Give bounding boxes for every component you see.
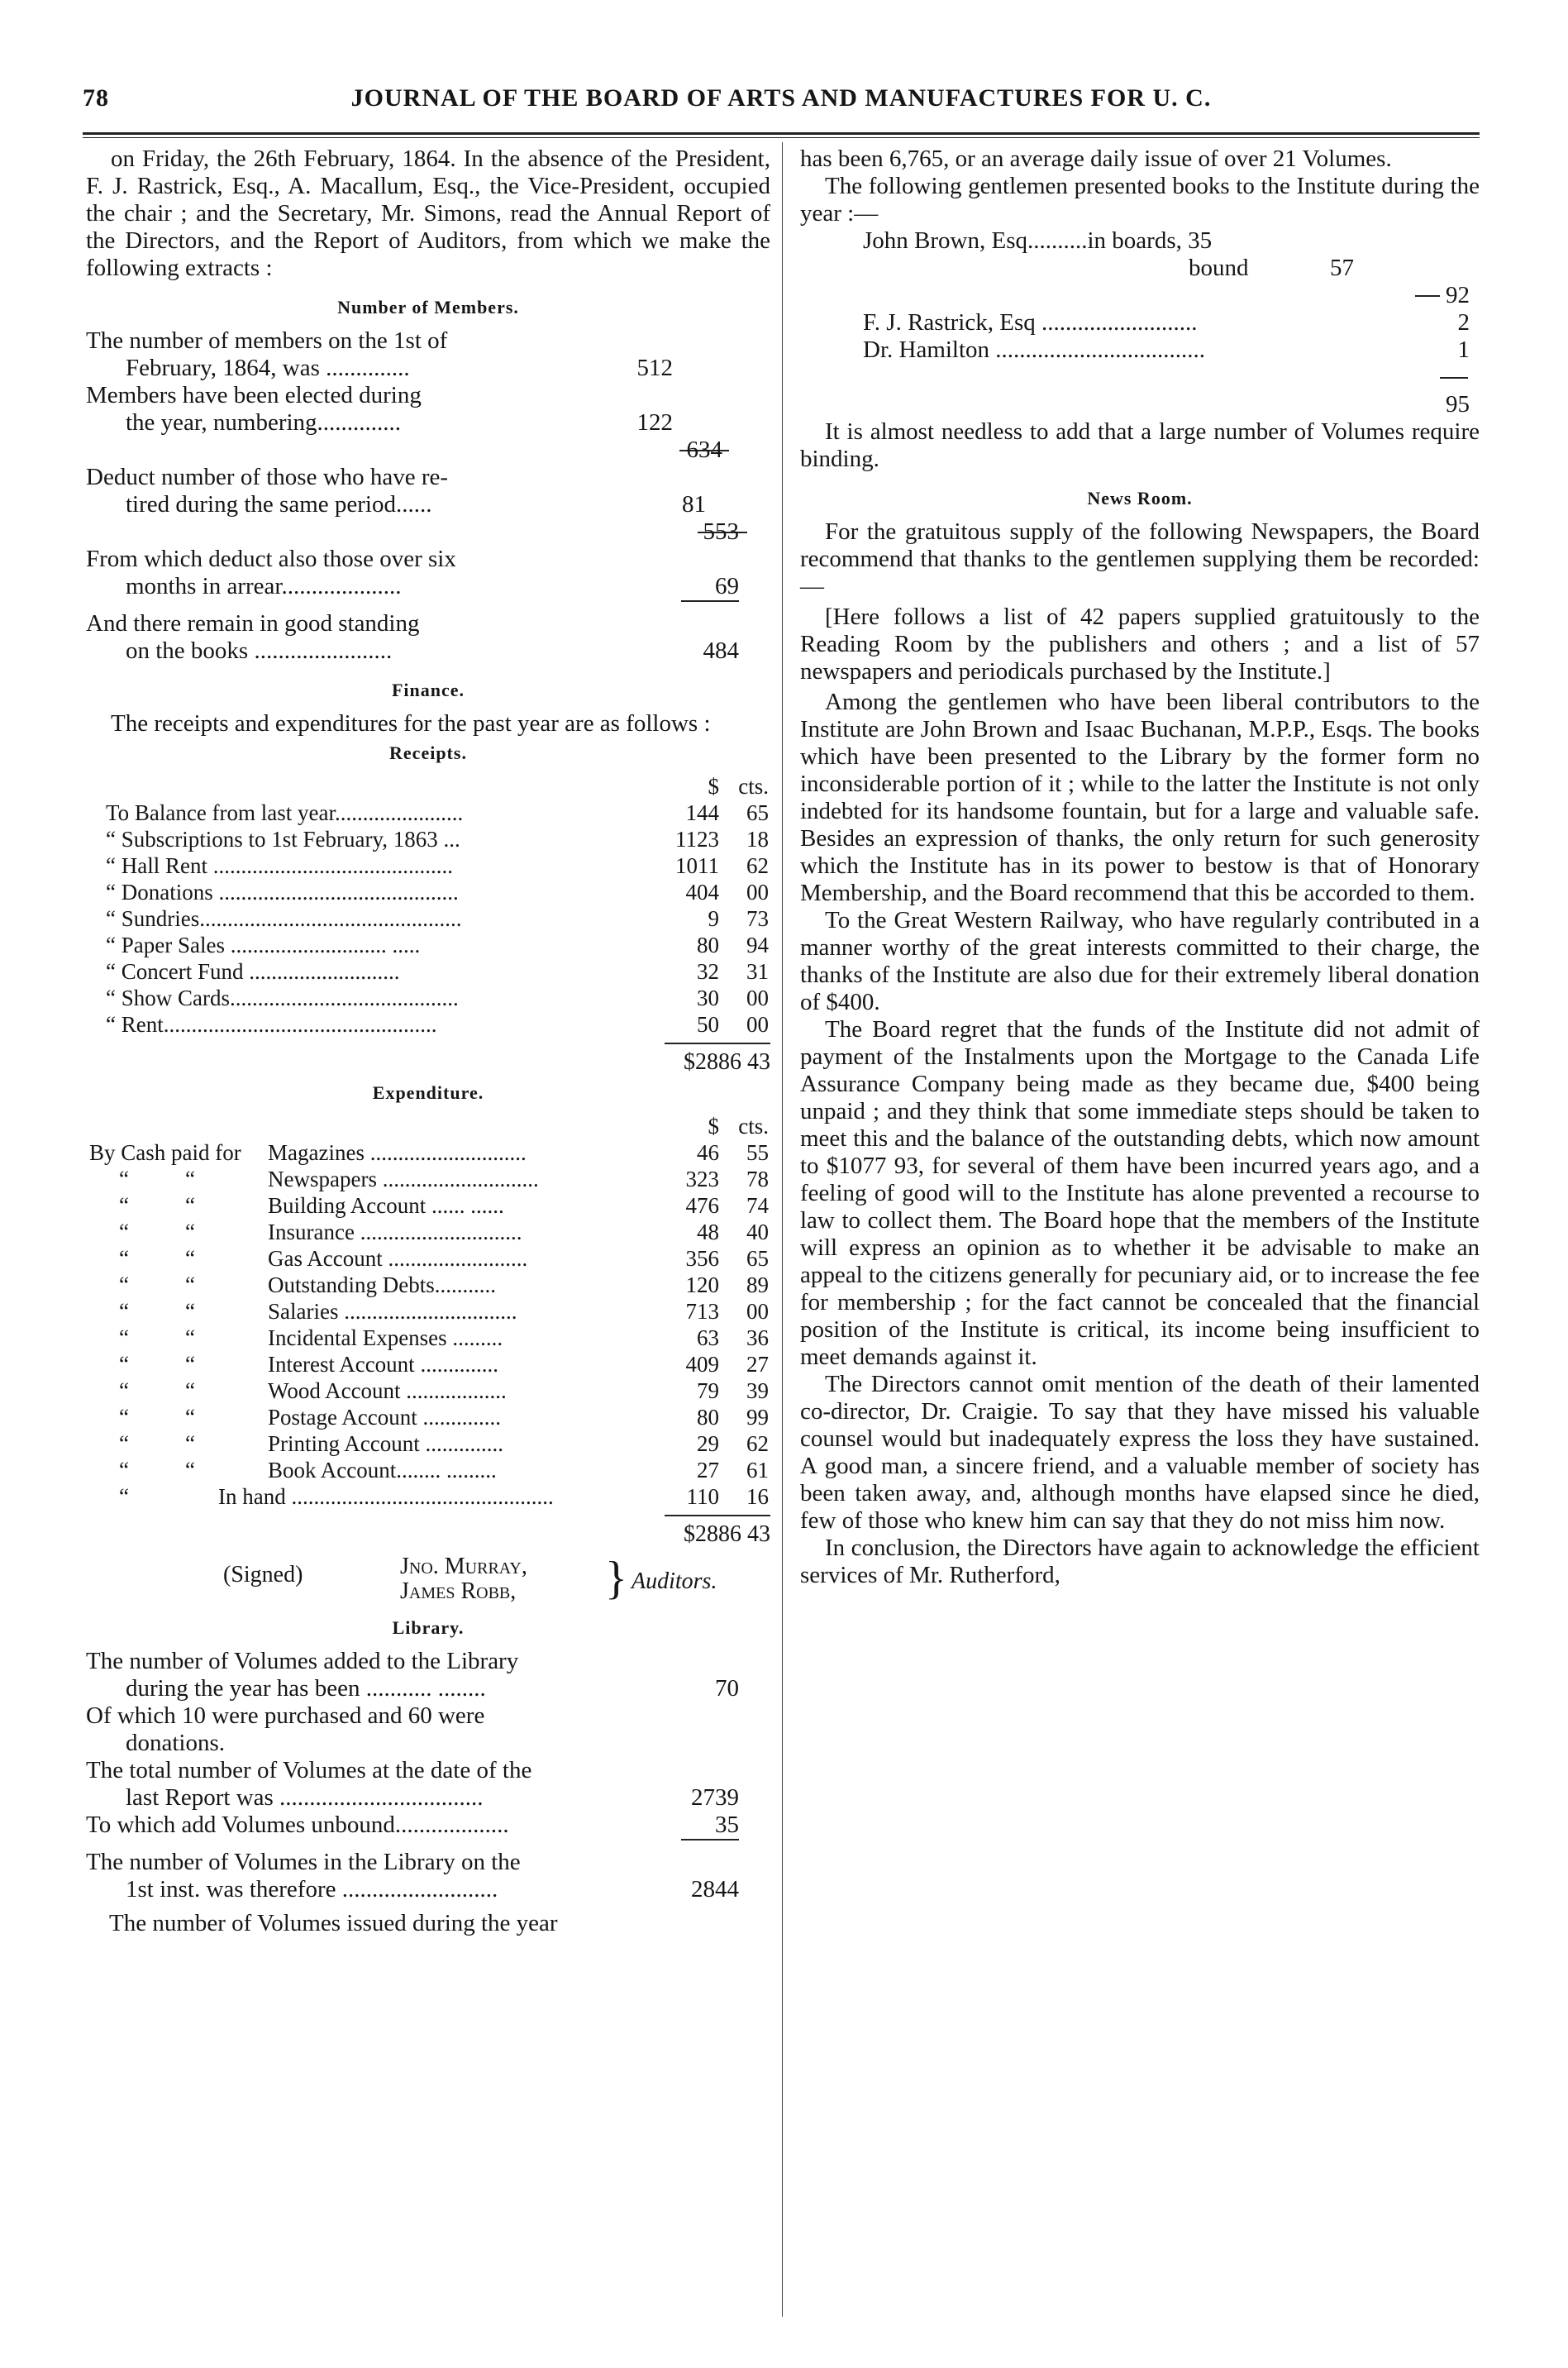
- expenditure-dollars: 713: [685, 1299, 719, 1324]
- paragraph: Among the gentlemen who have been liberal contributors to the Institute are John Brown and Isaac Buchanan, M.P.P., Esqs. The books which have been presented to the Library by the former form no inconsiderable portion of it ; while to the latter the Institute is not only indebted for its handsome fountain, but for a large and valuable safe. Besides an expression of thanks, the only return for such generosity which the Institute has in its power to bestow is that of Honorary Membership, and the Board recommend that this be accorded to them.: [800, 689, 1480, 906]
- expenditure-row: [86, 1377, 770, 1404]
- expenditure-item: Newspapers ............................: [268, 1167, 539, 1191]
- library-line: To which add Volumes unbound...................: [86, 1812, 509, 1838]
- receipt-row: [86, 905, 770, 932]
- total-rule: [665, 1515, 770, 1516]
- expenditure-cents: 40: [746, 1220, 769, 1244]
- total-rule: [665, 1043, 770, 1044]
- right-column: [800, 146, 1480, 1589]
- receipt-label: “ Subscriptions to 1st February, 1863 ...: [106, 827, 460, 852]
- ditto-mark: “: [119, 1220, 129, 1244]
- ditto-mark: “: [119, 1167, 129, 1191]
- members-value: 122: [636, 409, 673, 436]
- ditto-mark: “: [185, 1378, 195, 1403]
- receipt-label: “ Show Cards.........................................: [106, 986, 459, 1010]
- receipt-cents: 00: [746, 986, 769, 1010]
- members-line: Members have been elected during: [86, 382, 422, 408]
- library-line: last Report was ..................................: [126, 1784, 484, 1811]
- expenditure-row: [86, 1404, 770, 1430]
- members-line: the year, numbering..............: [126, 409, 402, 436]
- expenditure-dollars: 29: [697, 1431, 719, 1456]
- ditto-mark: “: [185, 1352, 195, 1377]
- expenditure-item: Wood Account ..................: [268, 1378, 507, 1403]
- library-value: 2739: [691, 1784, 739, 1811]
- expenditure-cents: 74: [746, 1193, 769, 1218]
- expenditure-item: Postage Account ..............: [268, 1405, 501, 1430]
- ditto-mark: “: [119, 1458, 129, 1482]
- expenditure-total: $2886 43: [684, 1521, 770, 1547]
- receipt-dollars: 32: [697, 959, 719, 984]
- expenditure-item: Outstanding Debts...........: [268, 1272, 496, 1297]
- sum-dash: [1440, 377, 1468, 379]
- bound-label: bound: [1189, 255, 1249, 281]
- receipt-row: [86, 958, 770, 985]
- receipt-dollars: 1123: [675, 827, 719, 852]
- ditto-mark: “: [119, 1484, 129, 1509]
- expenditure-row: [86, 1245, 770, 1272]
- members-value: 81: [682, 491, 706, 518]
- receipt-dollars: 30: [697, 986, 719, 1010]
- ditto-mark: “: [119, 1299, 129, 1324]
- ditto-mark: “: [185, 1458, 195, 1482]
- receipt-dollars: 50: [697, 1012, 719, 1037]
- dollar-sign: $: [708, 774, 719, 799]
- expenditure-row: [86, 1219, 770, 1245]
- receipt-dollars: 144: [685, 800, 719, 825]
- expenditure-dollars: 27: [697, 1458, 719, 1482]
- members-heading: Number of Members.: [337, 297, 519, 317]
- running-title: JOURNAL OF THE BOARD OF ARTS AND MANUFACTURES FOR U. C.: [350, 84, 1212, 112]
- members-line: From which deduct also those over six: [86, 546, 456, 572]
- receipt-row: [86, 985, 770, 1011]
- library-line: Of which 10 were purchased and 60 were: [86, 1702, 485, 1729]
- expenditure-item: Printing Account ..............: [268, 1431, 503, 1456]
- expenditure-row: [86, 1457, 770, 1483]
- ditto-mark: “: [185, 1325, 195, 1350]
- finance-heading: Finance.: [391, 680, 465, 700]
- receipt-row: [86, 800, 770, 826]
- ditto-mark: “: [119, 1325, 129, 1350]
- library-value: 35: [681, 1812, 739, 1840]
- receipt-cents: 18: [746, 827, 769, 852]
- donor-line: John Brown, Esq..........in boards, 35: [863, 227, 1213, 254]
- members-value: 69: [681, 573, 739, 602]
- receipt-label: “ Sundries...............................................: [106, 906, 462, 931]
- expenditure-row: [86, 1325, 770, 1351]
- paragraph: has been 6,765, or an average daily issue of over 21 Volumes.: [800, 146, 1392, 172]
- receipt-row: [86, 1011, 770, 1038]
- ditto-mark: “: [119, 1378, 129, 1403]
- expenditure-dollars: 110: [686, 1484, 719, 1509]
- paragraph: For the gratuitous supply of the following Newspapers, the Board recommend that thanks to the gentlemen supplying them be recorded:—: [800, 518, 1480, 599]
- receipt-row: [86, 826, 770, 852]
- expenditure-item: Interest Account ..............: [268, 1352, 498, 1377]
- receipt-cents: 31: [746, 959, 769, 984]
- expenditure-row: [86, 1139, 770, 1166]
- ditto-mark: “: [119, 1272, 129, 1297]
- members-table: [86, 327, 770, 665]
- ditto-mark: “: [119, 1193, 129, 1218]
- paragraph: The Directors cannot omit mention of the death of their lamented co-director, Dr. Craigie. To say that they have missed his valuable counsel would but inadequately express the loss they have sustained. A good man, a sincere friend, and a valuable member of society has been taken away, and, although months have elapsed since he died, few of those who knew him can say that they do not miss him now.: [800, 1371, 1480, 1534]
- members-total: 484: [703, 637, 739, 664]
- members-line: February, 1864, was ..............: [126, 355, 410, 381]
- expenditure-cents: 39: [746, 1378, 769, 1403]
- expenditure-dollars: 63: [697, 1325, 719, 1350]
- header-rule-thin: [83, 137, 1480, 138]
- receipt-dollars: 1011: [675, 853, 719, 878]
- left-column: [86, 146, 770, 1937]
- members-value: 512: [636, 355, 673, 381]
- expenditure-dollars: 80: [697, 1405, 719, 1430]
- book-donors-list: [800, 227, 1480, 418]
- receipt-cents: 62: [746, 853, 769, 878]
- expenditure-item: Insurance .............................: [268, 1220, 522, 1244]
- donor-total: 95: [1446, 391, 1470, 418]
- library-line: The total number of Volumes at the date of the: [86, 1757, 532, 1783]
- expenditure-item: In hand ...............................................: [218, 1484, 554, 1509]
- expenditure-item: Book Account........ .........: [268, 1458, 497, 1482]
- receipt-cents: 73: [746, 906, 769, 931]
- expenditure-item: Magazines ............................: [268, 1140, 527, 1165]
- expenditure-dollars: 323: [685, 1167, 719, 1191]
- members-line: months in arrear....................: [126, 573, 402, 599]
- expenditure-row: [86, 1166, 770, 1192]
- intro-paragraph: on Friday, the 26th February, 1864. In the absence of the President, F. J. Rastrick, Esq., A. Macallum, Esq., the Vice-President, occupied the chair ; and the Secretary, Mr. Simons, read the Annual Report of the Directors, and the Report of Auditors, from which we make the following extracts :: [86, 146, 770, 281]
- receipts-heading: Receipts.: [389, 742, 467, 763]
- expenditure-row: [86, 1430, 770, 1457]
- members-line: on the books .......................: [126, 637, 393, 664]
- auditors-signature: [86, 1554, 770, 1612]
- finance-intro: The receipts and expenditures for the past year are as follows :: [111, 710, 711, 737]
- expenditure-cents: 61: [746, 1458, 769, 1482]
- members-line: tired during the same period......: [126, 491, 432, 518]
- library-total: 2844: [691, 1876, 739, 1903]
- paragraph: The following gentlemen presented books to the Institute during the year :—: [800, 173, 1480, 227]
- auditor-name: Jno. Murray,: [400, 1554, 527, 1579]
- expenditure-cents: 00: [746, 1299, 769, 1324]
- receipt-label: “ Concert Fund ...........................: [106, 959, 400, 984]
- donor-line: Dr. Hamilton ...................................: [863, 337, 1206, 363]
- library-line: The number of Volumes in the Library on the: [86, 1849, 521, 1875]
- header-rule: [83, 132, 1480, 135]
- ditto-mark: “: [185, 1405, 195, 1430]
- receipt-label: “ Hall Rent ...........................................: [106, 853, 453, 878]
- dollar-sign: $: [708, 1114, 719, 1139]
- paragraph: To the Great Western Railway, who have regularly contributed in a manner worthy of the great interests committed to their charge, the thanks of the Institute are also due for their extremely liberal donation of $400.: [800, 907, 1480, 1015]
- library-line: The number of Volumes issued during the year: [109, 1910, 558, 1936]
- expenditure-cents: 65: [746, 1246, 769, 1271]
- page-header: [83, 84, 1480, 126]
- receipts-total: $2886 43: [684, 1049, 770, 1075]
- receipt-label: To Balance from last year.......................: [106, 800, 464, 825]
- expenditure-dollars: 46: [697, 1140, 719, 1165]
- expenditure-cents: 36: [746, 1325, 769, 1350]
- expenditure-item: Building Account ...... ......: [268, 1193, 504, 1218]
- receipt-dollars: 9: [708, 906, 719, 931]
- library-line: donations.: [126, 1730, 226, 1756]
- cents-header: cts.: [738, 1114, 769, 1139]
- expenditure-cents: 99: [746, 1405, 769, 1430]
- ditto-mark: “: [119, 1405, 129, 1430]
- receipt-label: “ Paper Sales ............................ .....: [106, 933, 421, 957]
- paragraph: The Board regret that the funds of the Institute did not admit of payment of the Instalments upon the Mortgage to the Canada Life Assurance Company being made as they became due, $400 being unpaid ; and they think that some immediate steps should be taken to meet this and the balance of the outstanding debts, which now amount to $1077 93, for several of them have been incurred years ago, and a feeling of good will to the Institute has alone prevented a recourse to law to collect them. The Board hope that the members of the Institute will express an opinion as to whether it be advisable to make an appeal to the citizens generally for pecuniary aid, or to increase the fee for membership ; for the fact cannot be concealed that the financial position of the Institute is critical, its income being insufficient to meet demands against it.: [800, 1016, 1480, 1370]
- page-number: 78: [83, 84, 109, 112]
- expenditure-dollars: 476: [685, 1193, 719, 1218]
- expenditure-row: [86, 1298, 770, 1325]
- expenditure-row: [86, 1272, 770, 1298]
- library-heading: Library.: [392, 1617, 465, 1638]
- expenditure-item: Incidental Expenses .........: [268, 1325, 503, 1350]
- library-line: during the year has been ........... ........: [126, 1675, 486, 1702]
- expenditure-dollars: 79: [697, 1378, 719, 1403]
- receipt-dollars: 80: [697, 933, 719, 957]
- receipt-dollars: 404: [685, 880, 719, 905]
- paragraph: In conclusion, the Directors have again to acknowledge the efficient services of Mr. Rutherford,: [800, 1535, 1480, 1588]
- ditto-mark: “: [119, 1431, 129, 1456]
- receipt-row: [86, 852, 770, 879]
- ditto-mark: “: [119, 1352, 129, 1377]
- bound-value: 57: [1330, 255, 1354, 281]
- donor-value: 2: [1457, 309, 1470, 336]
- expenditure-cents: 55: [746, 1140, 769, 1165]
- auditor-name: James Robb,: [400, 1578, 517, 1604]
- library-line: 1st inst. was therefore ..........................: [126, 1876, 498, 1903]
- receipts-table: [86, 800, 770, 1038]
- brace: }: [605, 1553, 627, 1604]
- expenditure-cents: 89: [746, 1272, 769, 1297]
- receipt-cents: 00: [746, 880, 769, 905]
- library-table: [86, 1648, 770, 1937]
- expenditure-heading: Expenditure.: [372, 1082, 484, 1103]
- cents-header: cts.: [738, 774, 769, 799]
- expenditure-dollars: 356: [685, 1246, 719, 1271]
- members-sum: 553: [703, 518, 739, 545]
- signed-label: (Signed): [223, 1562, 303, 1587]
- expenditure-dollars: 48: [697, 1220, 719, 1244]
- receipt-row: [86, 932, 770, 958]
- expenditure-dollars: 120: [685, 1272, 719, 1297]
- ditto-mark: “: [119, 1246, 129, 1271]
- receipt-cents: 00: [746, 1012, 769, 1037]
- expenditure-row: [86, 1351, 770, 1377]
- receipt-cents: 65: [746, 800, 769, 825]
- ditto-mark: “: [185, 1246, 195, 1271]
- library-value: 70: [715, 1675, 739, 1702]
- receipt-label: “ Donations ...........................................: [106, 880, 459, 905]
- expenditure-dollars: 409: [685, 1352, 719, 1377]
- auditors-label: Auditors.: [631, 1568, 717, 1594]
- paragraph: [Here follows a list of 42 papers supplied gratuitously to the Reading Room by the publishers and others ; and a list of 57 newspapers and periodicals purchased by the Institute.]: [800, 604, 1480, 685]
- ditto-mark: “: [185, 1299, 195, 1324]
- donor-line: F. J. Rastrick, Esq ..........................: [863, 309, 1198, 336]
- expenditure-row: [86, 1483, 770, 1510]
- expenditure-row: [86, 1192, 770, 1219]
- receipt-cents: 94: [746, 933, 769, 957]
- ditto-mark: “: [185, 1272, 195, 1297]
- expenditure-table: [86, 1139, 770, 1510]
- expenditure-cents: 62: [746, 1431, 769, 1456]
- expenditure-prefix: By Cash paid for: [89, 1140, 241, 1165]
- column-divider: [782, 142, 783, 2317]
- ditto-mark: “: [185, 1167, 195, 1191]
- receipt-label: “ Rent.................................................: [106, 1012, 437, 1037]
- members-line: And there remain in good standing: [86, 610, 420, 637]
- expenditure-cents: 16: [746, 1484, 769, 1509]
- donor-subtotal: 92: [1446, 282, 1470, 308]
- auditor-names: [400, 1554, 527, 1604]
- members-line: The number of members on the 1st of: [86, 327, 448, 354]
- library-line: The number of Volumes added to the Library: [86, 1648, 519, 1674]
- members-sum: 634: [686, 437, 722, 463]
- expenditure-cents: 78: [746, 1167, 769, 1191]
- expenditure-item: Gas Account .........................: [268, 1246, 528, 1271]
- members-line: Deduct number of those who have re-: [86, 464, 449, 490]
- ditto-mark: “: [185, 1220, 195, 1244]
- expenditure-cents: 27: [746, 1352, 769, 1377]
- news-room-heading: News Room.: [1087, 488, 1193, 508]
- expenditure-item: Salaries ...............................: [268, 1299, 517, 1324]
- ditto-mark: “: [185, 1431, 195, 1456]
- receipt-row: [86, 879, 770, 905]
- ditto-mark: “: [185, 1193, 195, 1218]
- paragraph: It is almost needless to add that a large number of Volumes require binding.: [800, 418, 1480, 472]
- donor-value: 1: [1457, 337, 1470, 363]
